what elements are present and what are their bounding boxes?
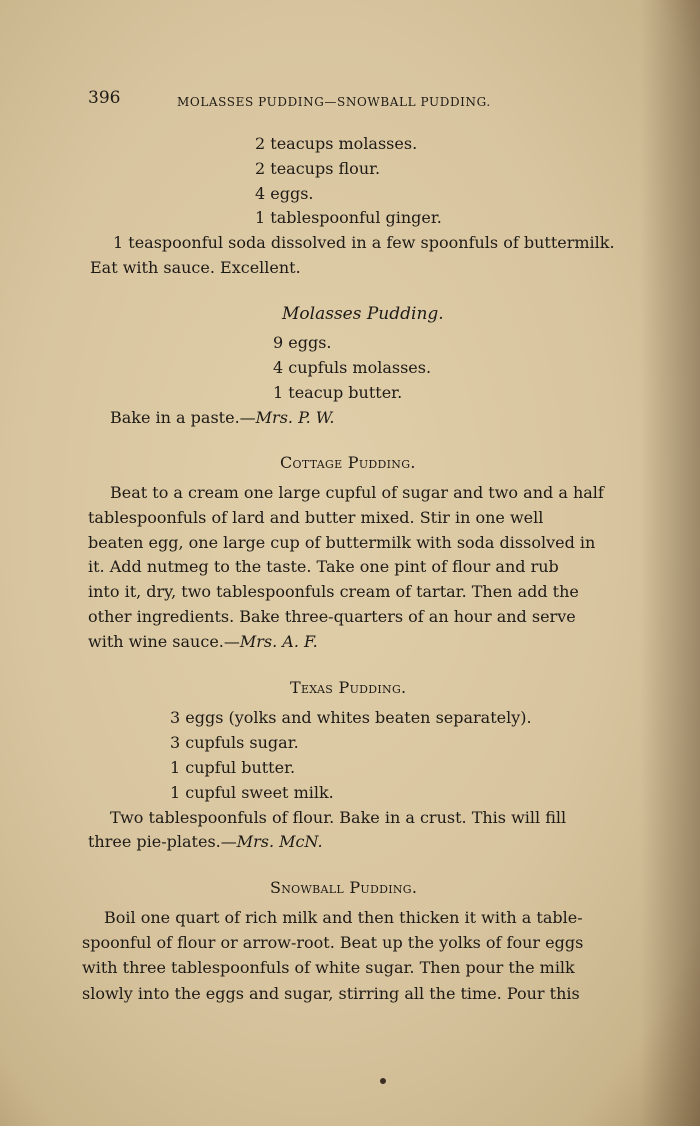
body-line: 1 teaspoonful soda dissolved in a few spoonfuls of buttermilk.: [113, 233, 615, 252]
ink-speck: [380, 1078, 386, 1084]
ingredient-line: 1 tablespoonful ginger.: [255, 208, 442, 227]
closing-line: [88, 632, 318, 652]
closing-line: [88, 832, 323, 852]
closing-text: with wine sauce.—: [88, 632, 240, 651]
signature: Mrs. McN.: [236, 832, 323, 851]
ingredient-line: 9 eggs.: [273, 333, 332, 352]
recipe-title-texas: Texas Pudding.: [290, 678, 407, 697]
body-line: slowly into the eggs and sugar, stirring all the time. Pour this: [82, 984, 580, 1003]
page-number: 396: [88, 88, 121, 108]
ingredient-line: 1 cupful sweet milk.: [170, 783, 334, 802]
closing-text: Bake in a paste.—: [110, 408, 256, 427]
ingredient-line: 1 cupful butter.: [170, 758, 296, 777]
signature: Mrs. P. W.: [255, 408, 335, 427]
ingredient-line: 4 eggs.: [255, 184, 314, 203]
recipe-title-snowball: Snowball Pudding.: [270, 878, 418, 897]
body-line: tablespoonfuls of lard and butter mixed. Stir in one well: [88, 508, 544, 527]
body-line: Beat to a cream one large cupful of sugar and two and a half: [110, 483, 604, 502]
closing-line: [110, 408, 335, 428]
closing-text: three pie-plates.—: [88, 832, 237, 851]
ingredient-line: 2 teacups molasses.: [255, 134, 418, 153]
body-line: Two tablespoonfuls of flour. Bake in a crust. This will fill: [110, 808, 567, 827]
ingredient-line: 4 cupfuls molasses.: [273, 358, 432, 377]
body-line: it. Add nutmeg to the taste. Take one pint of flour and rub: [88, 557, 559, 576]
body-line: Eat with sauce. Excellent.: [90, 258, 301, 277]
body-line: Boil one quart of rich milk and then thicken it with a table-: [104, 908, 583, 927]
body-line: into it, dry, two tablespoonfuls cream of tartar. Then add the: [88, 582, 579, 601]
body-line: with three tablespoonfuls of white sugar. Then pour the milk: [82, 958, 575, 977]
running-title: MOLASSES PUDDING—SNOWBALL PUDDING.: [177, 95, 491, 109]
signature: Mrs. A. F.: [239, 632, 318, 651]
page-edge-shadow: [640, 0, 700, 1126]
body-line: beaten egg, one large cup of buttermilk with soda dissolved in: [88, 533, 596, 552]
body-line: other ingredients. Bake three-quarters of an hour and serve: [88, 607, 576, 626]
ingredient-line: 3 cupfuls sugar.: [170, 733, 299, 752]
recipe-title-molasses: Molasses Pudding.: [282, 304, 444, 324]
recipe-title-cottage: Cottage Pudding.: [280, 453, 416, 472]
body-line: spoonful of flour or arrow-root. Beat up the yolks of four eggs: [82, 933, 584, 952]
ingredient-line: 2 teacups flour.: [255, 159, 381, 178]
ingredient-line: 1 teacup butter.: [273, 383, 403, 402]
ingredient-line: 3 eggs (yolks and whites beaten separately).: [170, 708, 532, 727]
